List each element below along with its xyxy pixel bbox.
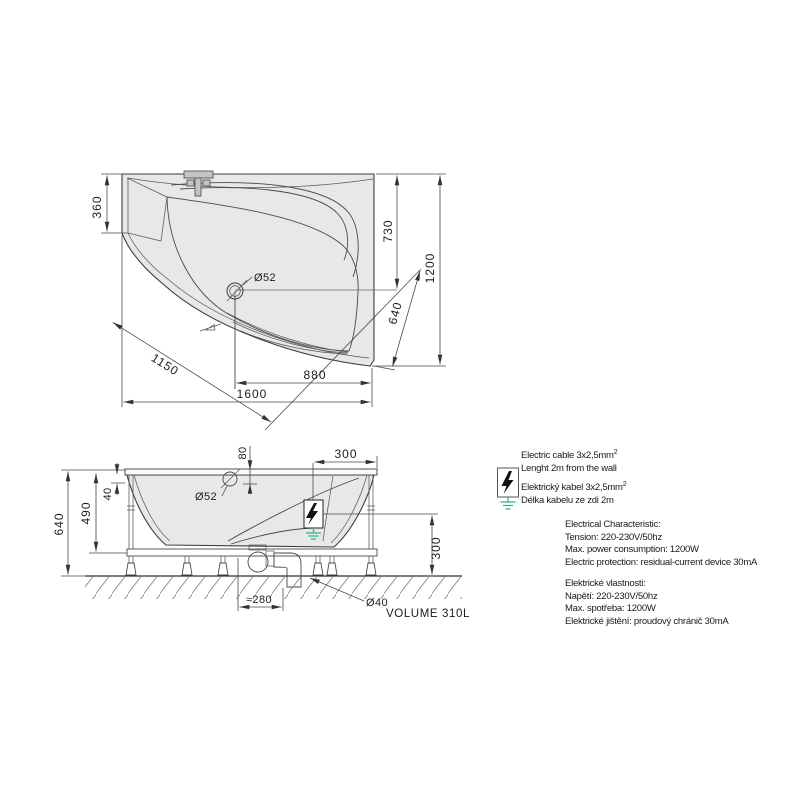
dim-drain-diameter-top: Ø52	[254, 272, 276, 284]
note-line: Electric cable $3x2,5mm^2$	[521, 449, 618, 462]
volume-label: VOLUME 310L	[386, 608, 470, 620]
tub-outer-outline	[122, 174, 374, 366]
note-title: Electrical Characteristic:	[565, 519, 661, 530]
dim-40: 40	[102, 487, 114, 501]
dim-waste-pipe: Ø40	[366, 597, 388, 609]
overflow-mark	[200, 324, 221, 331]
note-electrical-characteristics-cz	[565, 578, 728, 628]
dim-300-right: 300	[429, 536, 443, 560]
dim-1600: 1600	[236, 387, 268, 401]
dim-trap-280: ≈280	[246, 594, 272, 606]
note-line: Délka kabelu ze zdi 2m	[521, 495, 614, 507]
dim-1200: 1200	[423, 252, 437, 284]
superscript: 2	[622, 481, 627, 488]
dim-640-diagonal: 640	[385, 299, 406, 326]
dim-300-top: 300	[334, 447, 358, 461]
note-cable-en	[521, 446, 618, 475]
dim-640-height: 640	[52, 512, 66, 536]
note-line: Max. power consumption: 1200W	[565, 544, 699, 555]
note-line: Tension: 220-230V/50hz	[565, 531, 662, 543]
dim-80: 80	[237, 446, 249, 460]
note-line: Napětí: 220-230V/50hz	[565, 590, 658, 602]
superscript: 2	[613, 449, 618, 456]
note-line: Max. spotřeba: 1200W	[565, 603, 656, 614]
note-title: Elektrické vlastnosti:	[565, 578, 646, 589]
ground-symbol-icon	[501, 497, 516, 509]
tub-rim-band	[125, 469, 377, 475]
side-view	[85, 469, 462, 599]
dim-drain-diameter-side: Ø52	[195, 491, 217, 503]
electric-cable-box	[304, 500, 323, 539]
electric-cable-icon	[496, 466, 523, 516]
dim-730: 730	[381, 219, 395, 243]
note-electrical-characteristics-en	[565, 519, 757, 569]
dim-880: 880	[303, 368, 327, 382]
note-line: Elektrické jištění: proudový chránič 30mA	[565, 615, 729, 627]
floor-hatching	[85, 577, 462, 599]
note-line: Elektrický kabel $3x2,5mm^2$	[521, 481, 627, 494]
dim-360: 360	[90, 195, 104, 219]
note-cable-cz	[521, 478, 627, 507]
note-line: Electric protection: residual-current device 30mA	[565, 556, 758, 568]
dim-1150: 1150	[148, 350, 182, 379]
note-line: Lenght 2m from the wall	[521, 463, 617, 475]
dim-490: 490	[79, 501, 93, 525]
